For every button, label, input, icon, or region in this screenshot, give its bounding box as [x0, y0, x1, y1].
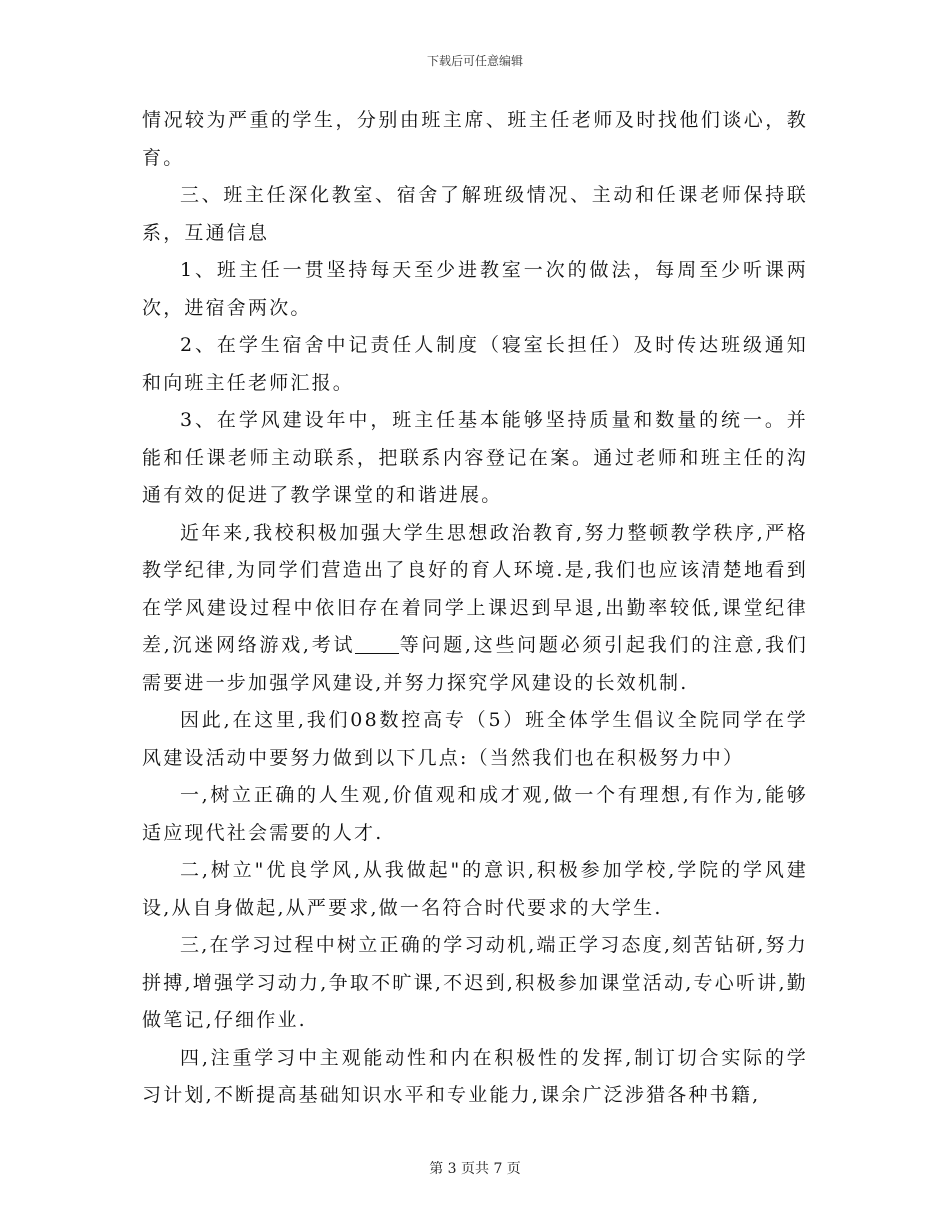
paragraph: 1、班主任一贯坚持每天至少进教室一次的做法，每周至少听课两次，进宿舍两次。	[142, 259, 808, 319]
fill-blank	[355, 632, 399, 654]
paragraph: 三、班主任深化教室、宿舍了解班级情况、主动和任课老师保持联系，互通信息	[142, 184, 808, 244]
page-footer: 第 3 页共 7 页	[429, 1161, 521, 1177]
paragraph	[142, 515, 808, 703]
paragraph-text-before-blank: 近年来,我校积极加强大学生思想政治教育,努力整顿教学秩序,严格教学纪律,为同学们营造出了良好的育人环境.是,我们也应该清楚地看到在学风建设过程中依旧存在着同学上课迟到早退,出勤率较低,课堂纪律差,沉迷网络游戏,考试	[142, 521, 808, 656]
paragraph: 因此,在这里,我们08数控高专（5）班全体学生倡议全院同学在学风建设活动中要努力做到以下几点:（当然我们也在积极努力中）	[142, 709, 808, 769]
document-body	[142, 102, 808, 1115]
paragraph: 一,树立正确的人生观,价值观和成才观,做一个有理想,有作为,能够适应现代社会需要的人才.	[142, 784, 808, 844]
paragraph-text-after-blank: 等问题,这些问题必须引起我们的注意,我们需要进一步加强学风建设,并努力探究学风建设的长效机制.	[142, 634, 808, 694]
paragraph: 情况较为严重的学生，分别由班主席、班主任老师及时找他们谈心，教育。	[142, 109, 808, 169]
paragraph: 3、在学风建设年中，班主任基本能够坚持质量和数量的统一。并能和任课老师主动联系，把联系内容登记在案。通过老师和班主任的沟通有效的促进了教学课堂的和谐进展。	[142, 409, 808, 506]
paragraph: 四,注重学习中主观能动性和内在积极性的发挥,制订切合实际的学习计划,不断提高基础知识水平和专业能力,课余广泛涉猎各种书籍,	[142, 1046, 808, 1106]
paragraph: 2、在学生宿舍中记责任人制度（寝室长担任）及时传达班级通知和向班主任老师汇报。	[142, 334, 808, 394]
paragraph: 二,树立"优良学风,从我做起"的意识,积极参加学校,学院的学风建设,从自身做起,从严要求,做一名符合时代要求的大学生.	[142, 859, 808, 919]
page-header: 下载后可任意编辑	[426, 54, 523, 68]
paragraph: 三,在学习过程中树立正确的学习动机,端正学习态度,刻苦钻研,努力拼搏,增强学习动力,争取不旷课,不迟到,积极参加课堂活动,专心听讲,勤做笔记,仔细作业.	[142, 934, 808, 1031]
